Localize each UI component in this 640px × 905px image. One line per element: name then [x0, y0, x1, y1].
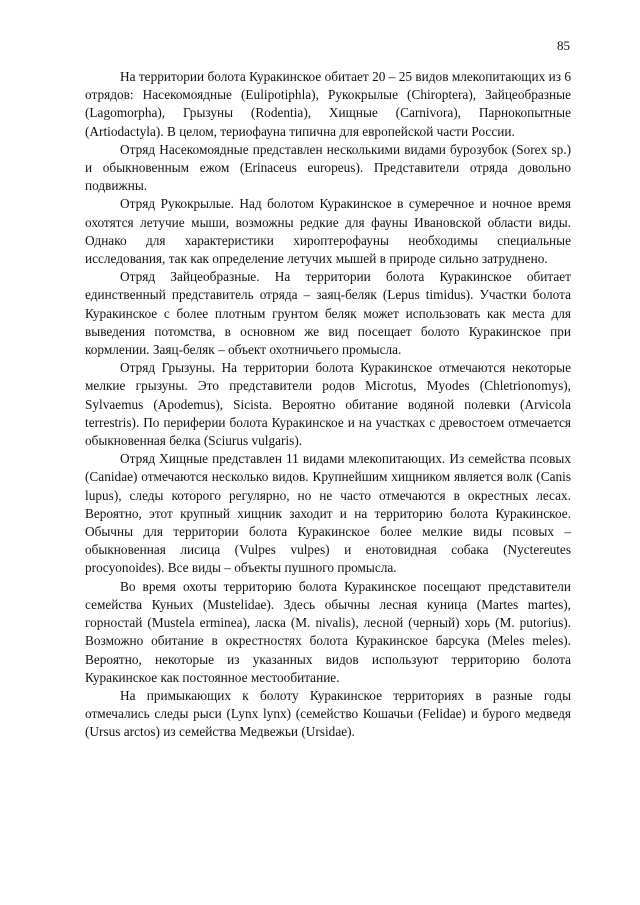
paragraph-carnivores: Отряд Хищные представлен 11 видами млекопитающих. Из семейства псовых (Canidae) отмечаются несколько видов. Крупнейшим хищником является волк (Canis lupus), следы которого регулярно, но не часто отмечаются в окрестных лесах. Вероятно, этот крупный хищник заходит и на территорию болота Куракинское. Обычны для территории болота Куракинское более мелкие виды псовых – обыкновенная лисица (Vulpes vulpes) и енотовидная собака (Nyctereutes procyonoides). Все виды – объекты пушного промысла. — [85, 451, 571, 576]
paragraph-mustelids: Во время охоты территорию болота Куракинское посещают представители семейства Куньих (Mustelidae). Здесь обычны лесная куница (Martes martes), горностай (Mustela erminea), ласка (M. nivalis), лесной (черный) хорь (M. putorius). Возможно обитание в окрестностях болота Куракинское барсука (Meles meles). Вероятно, некоторые из указанных видов используют территорию болота Куракинское как постоянное местообитание. — [85, 578, 571, 685]
paragraph-bats: Отряд Рукокрылые. Над болотом Куракинское в сумеречное и ночное время охотятся летучие мыши, возможны редкие для фауны Ивановской области виды. Однако для характеристики хироптерофауны необходимы специальные исследования, так как определение летучих мышей в природе сильно затруднено. — [85, 196, 571, 267]
paragraph-intro: На территории болота Куракинское обитает 20 – 25 видов млекопитающих из 6 отрядов: Насекомоядные (Eulipotiphla), Рукокрылые (Chiroptera), Зайцеобразные (Lagomorpha), Грызуны (Rodentia), Хищные (Carnivora), Парнокопытные (Artiodactyla). В целом, териофауна типична для европейской части России. — [85, 69, 571, 139]
paragraph-lagomorphs: Отряд Зайцеобразные. На территории болота Куракинское обитает единственный представитель отряда – заяц-беляк (Lepus timidus). Участки болота Куракинское с более плотным грунтом беляк может использовать как места для выведения потомства, в основном же вид посещает болото Куракинское при кормлении. Заяц-беляк – объект охотничьего промысла. — [85, 269, 571, 358]
paragraph-lynx-bear: На примыкающих к болоту Куракинское территориях в разные годы отмечались следы рыси (Lynx lynx) (семейство Кошачьи (Felidae) и бурого медведя (Ursus arctos) из семейства Медвежьи (Ursidae). — [85, 687, 571, 740]
text-body — [85, 68, 571, 742]
paragraph-insectivores: Отряд Насекомоядные представлен несколькими видами бурозубок (Sorex sp.) и обыкновенным ежом (Erinaceus europeus). Представители отряда довольно подвижны. — [85, 141, 571, 194]
paragraph-rodents: Отряд Грызуны. На территории болота Куракинское отмечаются некоторые мелкие грызуны. Это представители родов Microtus, Myodes (Chletrionomys), Sylvaemus (Apodemus), Sicista. Вероятно обитание водяной полевки (Arvicola terrestris). По периферии болота Куракинское и на участках с древостоем отмечается обыкновенная белка (Sciurus vulgaris). — [85, 360, 571, 449]
page-number: 85 — [557, 38, 570, 53]
